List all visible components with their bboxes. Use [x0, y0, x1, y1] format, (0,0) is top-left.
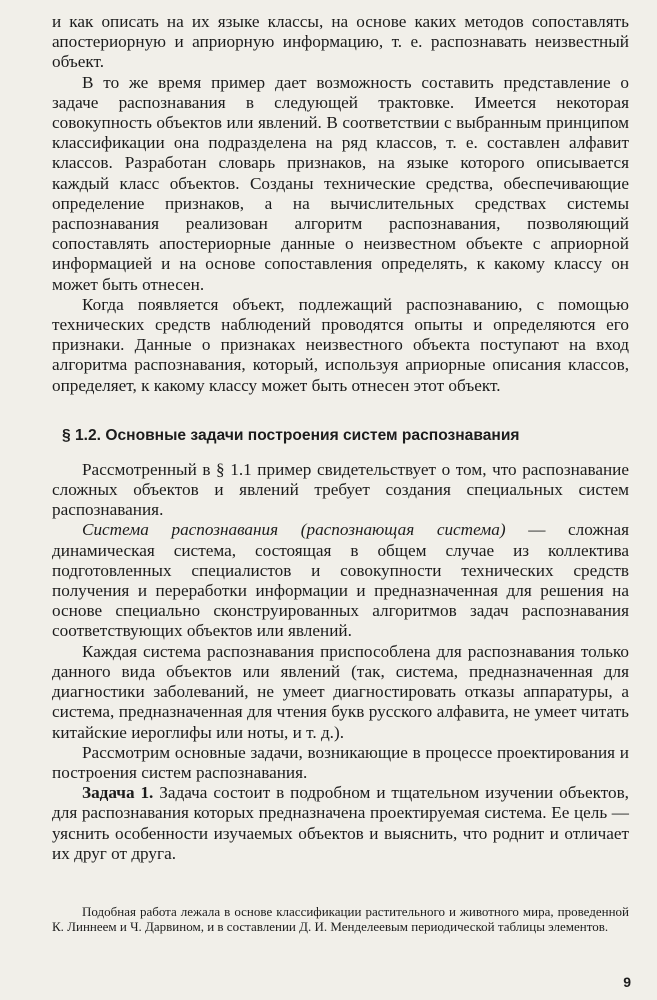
task-1-label: Задача 1. — [82, 783, 154, 803]
paragraph-task-1 — [52, 783, 629, 864]
paragraph-intro: Рассмотренный в § 1.1 пример свидетельствует о том, что распознавание сложных объектов и явлений требует создания специальных систем распознавания. — [52, 459, 629, 520]
task-1-text: Задача состоит в подробном и тщательном изучении объектов, для распознавания которых предназначена проектируемая система. Ее цель — уяснить особенности изучаемых объектов и выяснить, что роднит и отличает их друг от друга. — [52, 783, 629, 863]
paragraph-object-appears: Когда появляется объект, подлежащий распознаванию, с помощью технических средств наблюдений проводятся опыты и определяются его признаки. Данные о признаках неизвестного объекта поступают на вход алгоритма распознавания, который, используя априорные описания классов, определяет, к какому классу может быть отнесен этот объект. — [52, 294, 629, 395]
paragraph-continuation: и как описать на их языке классы, на основе каких методов сопоставлять апостериорную и априорную информацию, т. е. распознавать неизвестный объект. — [52, 12, 629, 72]
page-number: 9 — [623, 974, 631, 990]
definition-text: — сложная динамическая система, состоящая в общем случае из коллектива подготовленных специалистов и совокупности технических средств получения и переработки информации и предназначенная для решения на основе специально сконструированных алгоритмов задач распознавания соответствующих объектов или явлений. — [52, 520, 629, 641]
definition-term: Система распознавания (распознающая система) — [82, 520, 506, 540]
footnote: Подобная работа лежала в основе классификации растительного и животного мира, проведенной К. Линнеем и Ч. Дарвином, и в составлении Д. И. Менделеевым периодической таблицы элементов. — [52, 903, 629, 934]
paragraph-recognition-interpretation: В то же время пример дает возможность составить представление о задаче распознавания в следующей трактовке. Имеется некоторая совокупность объектов или явлений. В соответствии с выбранным принципом классификации она подразделена на ряд классов, т. е. составлен алфавит классов. Разработан словарь признаков, на языке которого описывается каждый класс объектов. Созданы технические средства, обеспечивающие определение признаков, а на вычислительных средствах системы распознавания реализован алгоритм распознавания, позволяющий сопоставлять апостериорные данные о неизвестном объекте с априорной информацией и на основе сопоставления определять, к какому классу он может быть отнесен. — [52, 72, 629, 294]
section-heading: § 1.2. Основные задачи построения систем распознавания — [62, 426, 520, 444]
paragraph-tasks-intro: Рассмотрим основные задачи, возникающие в процессе проектирования и построения систем распознавания. — [52, 742, 629, 782]
paragraph-specialization: Каждая система распознавания приспособлена для распознавания только данного вида объектов или явлений (так, система, предназначенная для диагностики заболеваний, не умеет диагностировать отказы аппаратуры, а система, предназначенная для чтения букв русского алфавита, не умеет читать китайские иероглифы или ноты, и т. д.). — [52, 641, 629, 742]
paragraph-definition — [52, 520, 629, 641]
